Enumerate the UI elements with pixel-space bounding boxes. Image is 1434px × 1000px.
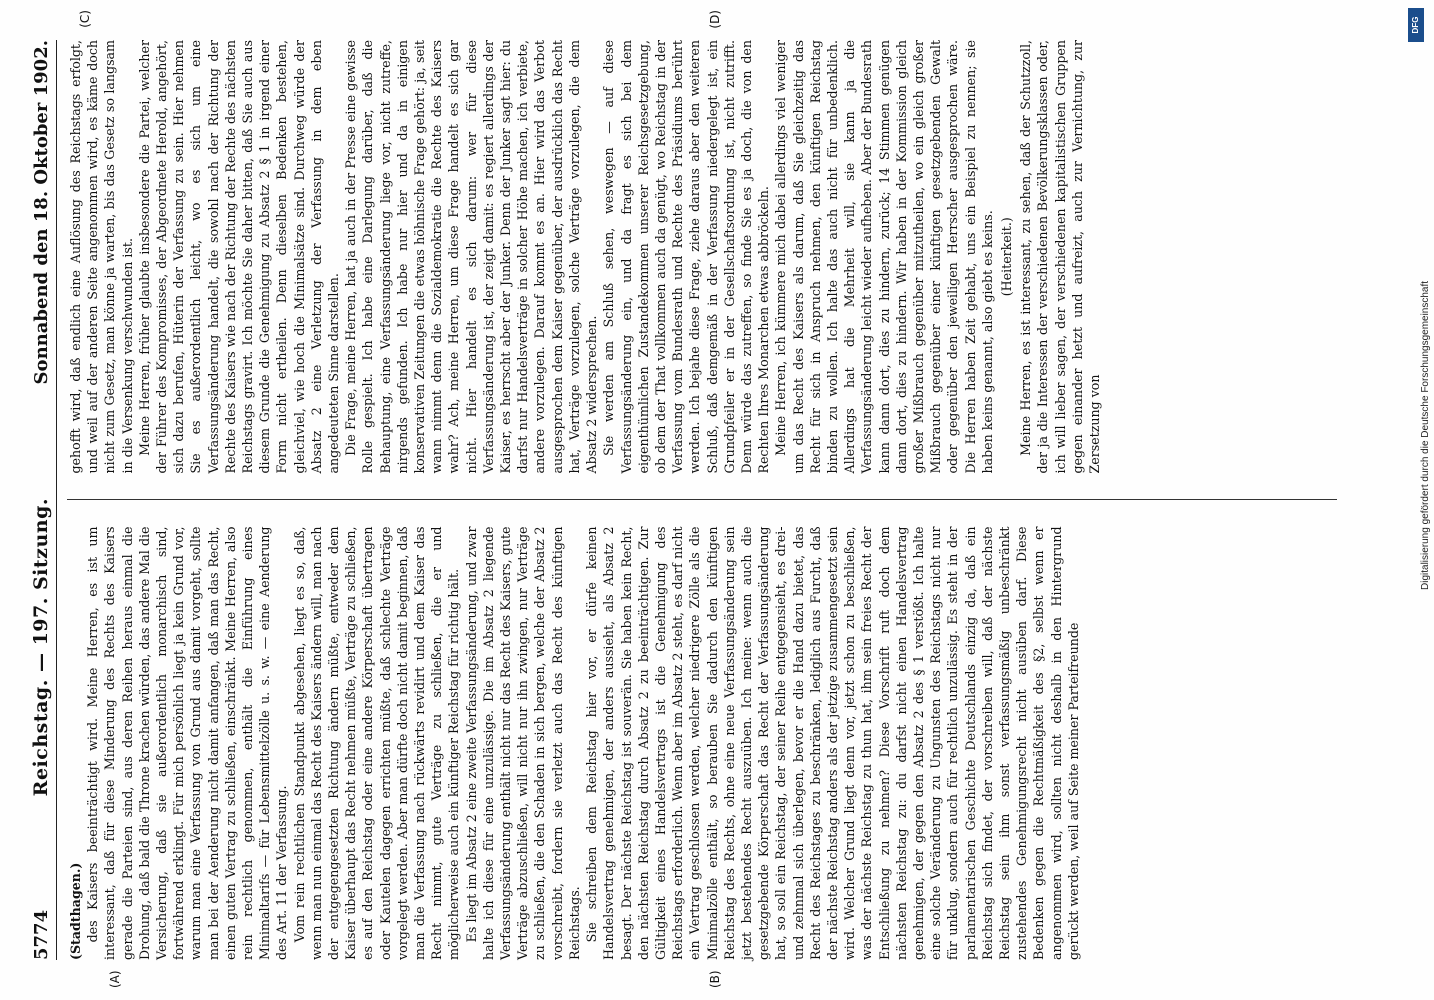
paragraph: Vom rein rechtlichen Standpunkt abgesehen, liegt es so, daß, wenn man nun einmal das Recht des Kaisers ändern will, man nach der entgegengesetzten Richtung ändern müßte, entweder dem Kaiser überhaupt das Recht nehmen müßte, Verträge zu schließen, es auf den Reichstag oder eine andere Körperschaft übertragen oder Kautelen dagegen errichten müßte, daß schlechte Verträge vorgelegt werden. Aber man dürfte doch nicht damit beginnen, daß man die Verfassung nach rückwärts revidirt und dem Kaiser das Recht nimmt, gute Verträge zu schließen, die er und möglicherweise auch ein künftiger Reichstag für richtig hält. [291,526,462,960]
paragraph: Meine Herren, es ist interessant, zu sehen, daß der Schutzzoll, der ja die Interessen der verschiedenen Bevölkerungsklassen oder, ich will lieber sagen, der verschiedenen kapitalistischen Gruppen gegen einander hetzt und aufreizt, auch zur Vernichtung, zur Zersetzung von [1018,40,1102,474]
paragraph: des Kaisers beeinträchtigt wird. Meine Herren, es ist um interessant, daß für diese Minderung des Rechts des Kaisers gerade die Parteien sind, aus deren Reihen heraus einmal die Drohung, daß bald die Throne krachen würden, das andere Mal die Versicherung, daß sie außerordentlich monarchisch sind, fortwährend erklingt. Für mich persönlich liegt ja kein Grund vor, warum man eine Verfassung von Grund aus damit vorgeht, sollte man bei der Aenderung nicht damit anfangen, daß man das Recht, einen guten Vertrag zu schließen, einschränkt. Meine Herren, also rein rechtlich genommen, enthält die Einführung eines Minimaltarifs — für Lebensmittelzölle u. s. w. — eine Aenderung des Art. 11 der Verfassung. [85,526,290,960]
session-title: Reichstag. — 197. Sitzung. [30,498,52,797]
margin-marker-a: (A) [108,970,122,988]
paragraph: Sie werden am Schluß sehen, weswegen — auf diese Verfassungsänderung ein, und da fragt es sich bei dem eigenthümlichen Zustandekommen unserer Reichsgesetzgebung, ob dem der That vollkommen auch da genügt, wo Reichstag in der Verfassung vom Bundesrath und Rechte des Präsidiums berührt werden. Ich bejahe diese Frage, ziehe daraus aber den weiteren Schluß, daß demgemäß in der Verfassung niedergelegt ist, ein Grundpfeiler er in der Gesellschaftsordnung ist, nicht zutrifft. Denn würde das zutreffen, so finde Sie es ja doch, die von den Rechten Ihres Monarchen etwas abbröckeln. [601,40,772,474]
credit-text: Digitalisierung gefördert durch die Deutsche Forschungsgemeinschaft [1420,280,1431,590]
paragraph: Meine Herren, früher glaubte insbesondere die Partei, welcher der Führer des Kompromisses, der Abgeordnete Herold, angehört, sich dazu berufen, Hüterin der Verfassung zu sein. Hier nehmen Sie es außerordentlich leicht, wo es sich um eine Verfassungsänderung handelt, die sowohl nach der Richtung der Rechte des Kaisers wie nach der Richtung der Rechte des nächsten Reichstags gravirt. Ich möchte Sie daher bitten, daß Sie auch aus diesem Grunde die Genehmigung zu Absatz 2 § 1 in irgend einer Form nicht ertheilen. Denn dieselben Bedenken bestehen, gleichviel, wie hoch die Minimalsätze sind. Durchweg würde der Absatz 2 eine Verletzung der Verfassung in dem eben angedeuteten Sinne darstellen. [136,40,342,474]
margin-marker-b: (B) [708,970,722,988]
session-date: Sonnabend den 18. Oktober 1902. [31,40,52,385]
dfg-logo: DFG [1408,8,1424,42]
laughter-note: (Heiterkeit.) [998,217,1014,297]
paragraph: Die Frage, meine Herren, hat ja auch in der Presse eine gewisse Rolle gespielt. Ich habe eine Darlegung darüber, daß die Behauptung, eine Verfassungsänderung liege vor, nicht zutreffe, nirgends gefunden. Ich habe nur hier und da in einigen konservativen Zeitungen die etwas höhnische Frage gehört: ja, seit wann nimmt denn die Sozialdemokratie die Rechte des Kaisers wahr? Ach, meine Herren, um diese Frage handelt es sich gar nicht. Hier handelt es sich darum: wer für diese Verfassungsänderung ist, der zeigt damit: es regiert allerdings der Kaiser, es herrscht aber der Junker. Denn der Junker sagt hier: du darfst nur Handelsverträge in solcher Höhe machen, ich verbiete, andere vorzulegen. Darauf kommt es an. Hier wird das Verbot ausgesprochen dem Kaiser gegenüber, der ausdrücklich das Recht hat, Verträge vorzulegen, solche Verträge vorzulegen, die dem Absatz 2 widersprechen. [343,40,600,474]
paragraph: Es liegt im Absatz 2 eine zweite Verfassungsänderung, und zwar halte ich diese für eine unzulässige. Die im Absatz 2 liegende Verfassungsänderung enthält nicht nur das Recht des Kaisers, gute Verträge abzuschließen, will nicht nur ihn zwingen, nur Verträge zu schließen, die den Schaden in sich bergen, welche der Absatz 2 vorschreibt, fordern sie verletzt auch das Recht des künftigen Reichstags. [463,526,582,960]
paragraph: Meine Herren, ich kümmere mich dabei allerdings viel weniger um das Recht des Kaisers als darum, daß Sie gleichzeitig das Recht für sich in Anspruch nehmen, den künftigen Reichstag binden zu wollen. Ich halte das auch nicht für unbedenklich. Allerdings hat die Mehrheit will, sie kann ja die Verfassungsänderung leicht wieder aufheben. Aber der Bundesrath kann dann dort, dies zu hindern, zurück; 14 Stimmen genügen dann dort, dies zu hindern. Wir haben in der Kommission gleich großer Mißbrauch gegenüber mitzutheilen, wo ein gleich großer Mißbrauch gegenüber einer künftigen gesetzgebenden Gewalt oder gegenüber den jeweiligen Herrscher ausgesprochen wäre. Die Herren haben Zeit gehabt, uns ein Beispiel zu nennen; sie haben keins genannt, also giebt es keins. [773,40,995,474]
right-column [67,10,1337,474]
speaker-continuation: (Stadthagen.) [68,862,83,960]
text-columns [67,10,1337,988]
paragraph: gehofft wird, daß endlich eine Auflösung des Reichstags erfolgt, und weil auf der anderen Seite angenommen wird, es käme doch nicht zum Gesetz, man könne ja warten, bis das Gesetz so langsam in die Versenkung verschwunden ist. [68,40,135,474]
margin-marker-c: (C) [78,10,92,28]
page-number: 5774 [31,909,52,960]
margin-marker-d: (D) [708,10,722,29]
left-column [67,526,1337,988]
page-header [30,40,57,960]
column-divider [67,500,1337,501]
paragraph: Sie schreiben dem Reichstag hier vor, er dürfe keinen Handelsvertrag genehmigen, der anders aussieht, als Absatz 2 besagt. Der nächste Reichstag ist souverän. Sie haben kein Recht, den nächsten Reichstag durch Absatz 2 zu beeinträchtigen. Zur Gültigkeit eines Handelsvertrags ist die Genehmigung des Reichstags erforderlich. Wenn aber im Absatz 2 steht, es darf nicht ein Vertrag geschlossen werden, welcher niedrigere Zölle als die Minimalzölle enthält, so berauben Sie dadurch den künftigen Reichstag des Rechts, ohne eine neue Verfassungsänderung sein jetzt bestehendes Recht auszuüben. Ich meine: wenn auch die gesetzgebende Körperschaft das Recht der Verfassungsänderung hat, so soll ein Reichstag, der seiner Reihe entgegensieht, es drei- und zehnmal sich überlegen, bevor er die Hand dazu bietet, das Recht des Reichstages zu beschränken, lediglich aus Furcht, daß der nächste Reichstag anders als der jetzige zusammengesetzt sein wird. Welcher Grund liegt denn vor, jetzt schon zu beschließen, was der nächste Reichstag zu thun hat, ihm sein freies Recht der Entschließung zu nehmen? Diese Vorschrift ruft doch dem nächsten Reichstag zu: du darfst nicht einen Handelsvertrag genehmigen, der gegen den Absatz 2 des § 1 verstößt. Ich halte eine solche Veränderung zu Ungunsten des Reichstags nicht nur für unklug, sondern auch für rechtlich unzulässig. Es steht in der parlamentarischen Geschichte Deutschlands einzig da, daß ein Reichstag sich findet, der vorschreiben will, daß der nächste Reichstag sein ihm sonst verfassungsmäßig unbeschränkt zustehendes Genehmigungsrecht nicht ausüben darf. Diese Bedenken gegen die Rechtmäßigkeit des §2, selbst wenn er angenommen wird, sollten nicht deshalb in den Hintergrund gerückt werden, weil auf Seite meiner Parteifreunde [584,526,1081,960]
digitization-credit [1402,0,1432,1000]
